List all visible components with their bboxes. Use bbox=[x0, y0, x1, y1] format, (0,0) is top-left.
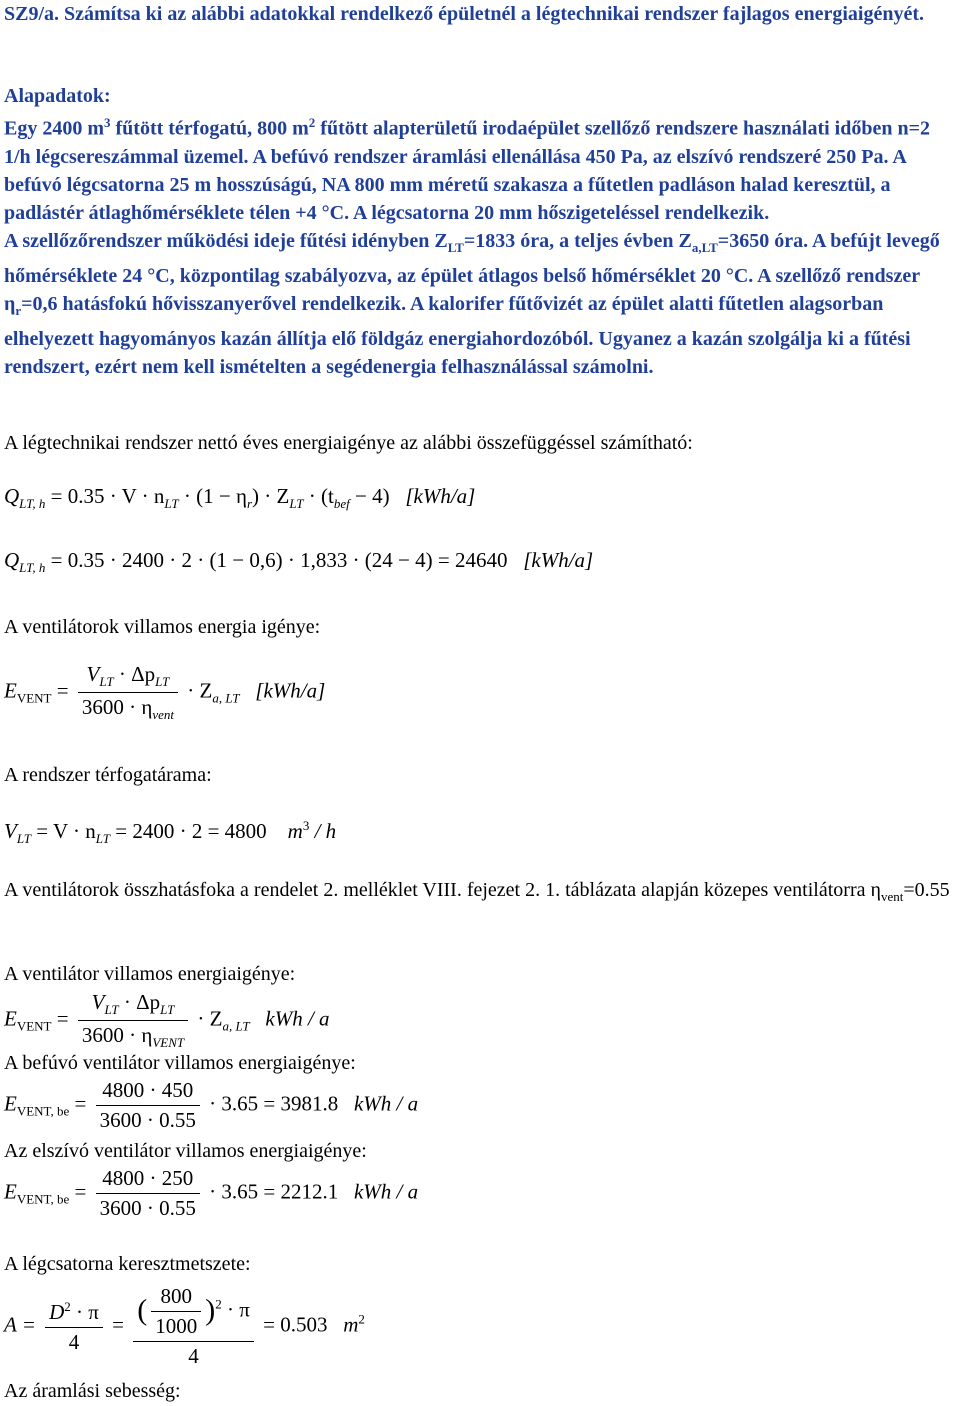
netto-intro: A légtechnikai rendszer nettó éves energiaigénye az alábbi összefüggéssel számítható: bbox=[4, 432, 693, 454]
vent-energy-label: A ventilátorok villamos energia igénye: bbox=[4, 616, 321, 638]
equation-flow-rate: $V_{LT} = V \cdot n_{LT} = 2400 \cdot 2 = 4800$ $m^3$ / h bbox=[4, 818, 337, 847]
equation-e-vent-general: $E_{VENT}$ = $\frac{V_{LT} \cdot \Delta p_{LT}}{3600 \cdot \eta_{vent}}$ · $Z_{a, LT}$ [kWh/a] bbox=[4, 662, 326, 723]
given-data-paragraph: Egy 2400 $m^3$ fűtött térfogatú, 800 $m^2$ fűtött alapterületű irodaépület szellőző rendszere használati időben n=2 1/h légcsereszámmal üzemel. A befúvó rendszer áramlási ellenállása 450 Pa, az elszívó rendszeré 250 Pa. A befúvó légcsatorna 25 m hosszúságú, NA 800 mm méretű szakasza a fűtetlen padláson halad keresztül, a padlástér átlaghőmérséklete télen +4 °C. A légcsatorna 20 mm hőszigeteléssel rendelkezik. A szellőzőrendszer működési ideje fűtési idényben $Z_{LT}=1833$ óra, a teljes évben $Z_{a,LT}=3650$ óra. A befújt levegő hőmérséklete 24 °C, központilag szabályozva, az épület átlagos belső hőmérséklet 20 °C. A szellőző rendszer $\eta_r=0,6$ hatásfokú hővisszanyerővel rendelkezik. A kalorifer fűtővizét az épület alatti fűtetlen alagsorban elhelyezett hagyományos kazán állítja elő földgáz energiahordozóból. Ugyanez a kazán szolgálja ki a fűtési rendszert, ezért nem kell ismételten a segédenergia felhasználással számolni. bbox=[4, 115, 940, 378]
flow-rate-label: A rendszer térfogatárama: bbox=[4, 764, 212, 786]
equation-supply-fan: $E_{VENT, be}$ = $\frac{4800 \cdot 450}{3600 \cdot 0.55}$ · 3.65 = 3981.8 kWh / a bbox=[4, 1078, 419, 1132]
equation-cross-section: A = $\frac{D^2 \cdot \pi}{4}$ = ( $\frac{800}{1000}$ )$^2$ · π 4 = 0.503 $m^2$ bbox=[4, 1284, 365, 1368]
fan-energy-label: A ventilátor villamos energiaigénye: bbox=[4, 963, 296, 985]
supply-fan-label: A befúvó ventilátor villamos energiaigénye: bbox=[4, 1052, 356, 1074]
task-title: SZ9/a. Számítsa ki az alábbi adatokkal rendelkező épületnél a légtechnikai rendszer fajlagos energiaigényét. bbox=[4, 3, 924, 25]
equation-q-formula: $Q_{LT, h} = 0.35 \cdot V \cdot n_{LT} \cdot (1 - \eta_r) \cdot Z_{LT} \cdot (t_{bef} - 4)$ [kWh/a] bbox=[4, 484, 476, 512]
equation-q-value: $Q_{LT, h} = 0.35 \cdot 2400 \cdot 2 \cdot (1 - 0,6) \cdot 1,833 \cdot (24 - 4) = 24640$ [kWh/a] bbox=[4, 548, 594, 576]
cross-section-label: A légcsatorna keresztmetszete: bbox=[4, 1253, 251, 1275]
velocity-label: Az áramlási sebesség: bbox=[4, 1380, 181, 1402]
given-data-label: Alapadatok: bbox=[4, 85, 111, 107]
equation-exhaust-fan: $E_{VENT, be}$ = $\frac{4800 \cdot 250}{3600 \cdot 0.55}$ · 3.65 = 2212.1 kWh / a bbox=[4, 1166, 419, 1220]
efficiency-text: A ventilátorok összhatásfoka a rendelet 2. melléklet VIII. fejezet 2. 1. táblázata alapján közepes ventilátorra $\eta_{vent}=0.55$ bbox=[4, 879, 950, 904]
exhaust-fan-label: Az elszívó ventilátor villamos energiaigénye: bbox=[4, 1140, 367, 1162]
equation-e-vent: $E_{VENT}$ = $\frac{V_{LT} \cdot \Delta p_{LT}}{3600 \cdot \eta_{VENT}}$ · $Z_{a, LT}$ kWh / a bbox=[4, 990, 330, 1051]
